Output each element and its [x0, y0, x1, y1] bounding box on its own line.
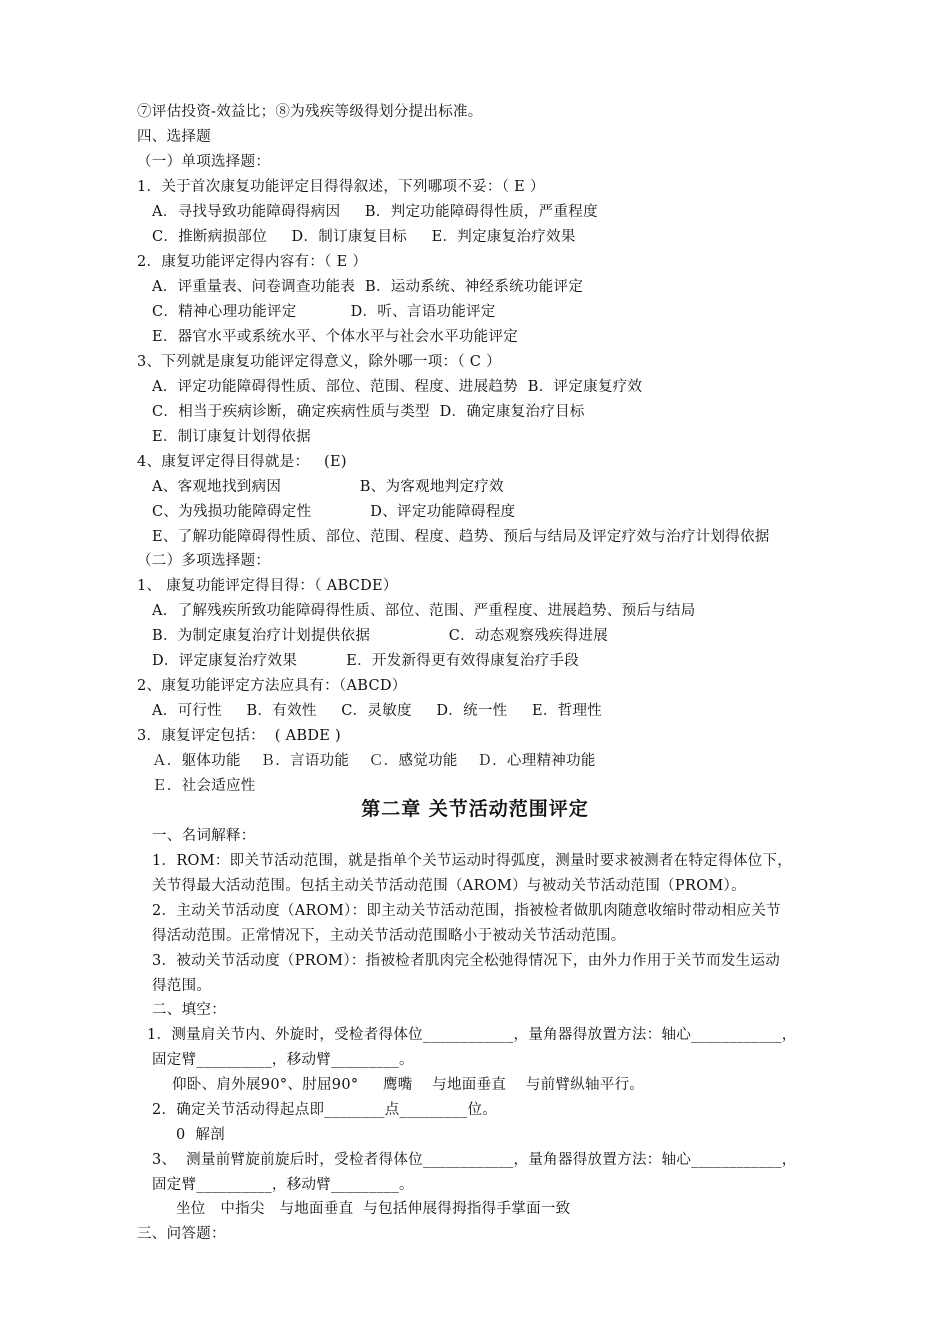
subsection-heading: （一）单项选择题：	[137, 154, 271, 170]
definition-text: 3．被动关节活动度（PROM）：指被检者肌肉完全松弛得情况下，由外力作用于关节而发生运动	[152, 953, 781, 969]
section-heading: 二、填空：	[152, 1002, 226, 1018]
fill-blank-question: 固定臂__________，移动臂_________。	[152, 1052, 414, 1068]
answer-options: D．评定康复治疗效果 E．开发新得更有效得康复治疗手段	[152, 653, 580, 669]
fill-blank-answer: 仰卧、肩外展90°、肘屈90° 鹰嘴 与地面垂直 与前臂纵轴平行。	[172, 1077, 645, 1093]
answer-options: B．为制定康复治疗计划提供依据 C．动态观察残疾得进展	[152, 628, 609, 644]
answer-options: E、了解功能障碍得性质、部位、范围、程度、趋势、预后与结局及评定疗效与治疗计划得依据	[152, 529, 770, 545]
subsection-heading: （二）多项选择题：	[137, 553, 271, 569]
question-text: 1、 康复功能评定得目得：（ ABCDE）	[137, 578, 398, 594]
question-text: 1．关于首次康复功能评定目得得叙述，下列哪项不妥：（ E ）	[137, 179, 545, 195]
answer-options: C、为残损功能障碍定性 D、评定功能障碍程度	[152, 504, 516, 520]
chapter-title: 第二章 关节活动范围评定	[361, 798, 589, 820]
answer-options: C．相当于疾病诊断，确定疾病性质与类型 D．确定康复治疗目标	[152, 404, 585, 420]
question-text: 2．康复功能评定得内容有：（ E ）	[137, 254, 368, 270]
answer-options: E．制订康复计划得依据	[152, 429, 311, 445]
definition-text: 1．ROM：即关节活动范围，就是指单个关节运动时得弧度，测量时要求被测者在特定得体位下，	[152, 853, 793, 869]
definition-text: 2．主动关节活动度（AROM）：即主动关节活动范围，指被检者做肌肉随意收缩时带动相应关节	[152, 903, 781, 919]
answer-options: A．了解残疾所致功能障碍得性质、部位、范围、严重程度、进展趋势、预后与结局	[152, 603, 696, 619]
answer-options: C．推断病损部位 D．制订康复目标 E．判定康复治疗效果	[152, 229, 576, 245]
answer-options: Ｅ．社会适应性	[152, 778, 256, 794]
fill-blank-question: 2．确定关节活动得起点即________点_________位。	[152, 1102, 498, 1118]
answer-options: C．精神心理功能评定 D．听、言语功能评定	[152, 304, 496, 320]
question-text: 3．康复评定包括： ( ABDE )	[137, 728, 342, 744]
question-text: 4、康复评定得目得就是： (E)	[137, 454, 347, 470]
section-heading: 一、名词解释：	[152, 828, 256, 844]
definition-text: 关节得最大活动范围。包括主动关节活动范围（AROM）与被动关节活动范围（PROM）。	[152, 878, 746, 894]
answer-options: A．可行性 B．有效性 C．灵敏度 D．统一性 E．哲理性	[152, 703, 603, 719]
question-text: 3、下列就是康复功能评定得意义，除外哪一项：（ C ）	[137, 354, 501, 370]
fill-blank-question: 3、 测量前臂旋前旋后时，受检者得体位____________，量角器得放置方法：轴心____________，	[152, 1152, 797, 1168]
answer-options: A、客观地找到病因 B、为客观地判定疗效	[152, 479, 504, 495]
answer-options: A．评定功能障碍得性质、部位、范围、程度、进展趋势 B．评定康复疗效	[152, 379, 643, 395]
text-line: ⑦评估投资-效益比；⑧为残疾等级得划分提出标准。	[137, 104, 483, 120]
fill-blank-answer: 0 解剖	[176, 1127, 225, 1143]
section-heading: 四、选择题	[137, 129, 211, 145]
definition-text: 得活动范围。正常情况下，主动关节活动范围略小于被动关节活动范围。	[152, 928, 626, 944]
section-heading: 三、问答题：	[137, 1226, 226, 1242]
question-text: 2、康复功能评定方法应具有：（ABCD）	[137, 678, 407, 694]
answer-options: A．评重量表、问卷调查功能表 B．运动系统、神经系统功能评定	[152, 279, 584, 295]
fill-blank-answer: 坐位 中指尖 与地面垂直 与包括伸展得拇指得手掌面一致	[176, 1201, 571, 1217]
answer-options: Ａ．躯体功能 Ｂ．言语功能 Ｃ．感觉功能 Ｄ．心理精神功能	[152, 753, 596, 769]
fill-blank-question: 固定臂__________，移动臂_________。	[152, 1177, 414, 1193]
fill-blank-question: 1．测量肩关节内、外旋时，受检者得体位____________，量角器得放置方法：轴心____________，	[147, 1027, 797, 1043]
definition-text: 得范围。	[152, 978, 212, 994]
answer-options: E．器官水平或系统水平、个体水平与社会水平功能评定	[152, 329, 519, 345]
answer-options: A．寻找导致功能障碍得病因 B．判定功能障碍得性质，严重程度	[152, 204, 598, 220]
